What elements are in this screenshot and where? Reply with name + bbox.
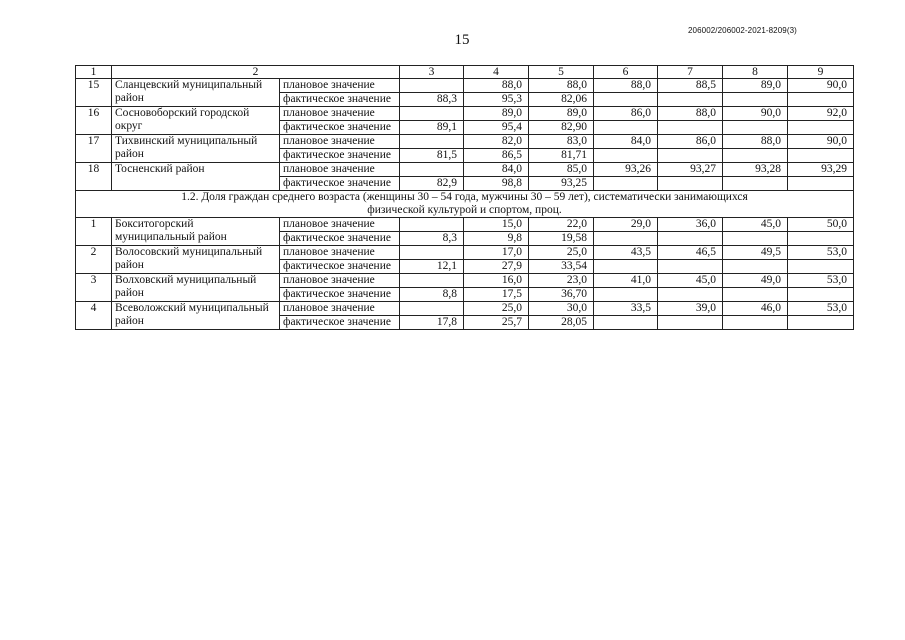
value-cell-col-9: 90,0 <box>788 79 854 93</box>
value-cell-col-3: 17,8 <box>400 316 464 330</box>
table-row <box>76 302 854 316</box>
value-cell-col-7 <box>658 232 723 246</box>
value-cell-col-9: 50,0 <box>788 218 854 232</box>
value-cell-col-6: 84,0 <box>594 135 658 149</box>
value-cell-col-3 <box>400 107 464 121</box>
value-cell-col-6 <box>594 121 658 135</box>
value-cell-col-4: 86,5 <box>464 149 529 163</box>
value-cell-col-4: 25,7 <box>464 316 529 330</box>
value-type: фактическое значение <box>280 232 400 246</box>
value-cell-col-6 <box>594 149 658 163</box>
value-cell-col-9: 53,0 <box>788 302 854 316</box>
value-cell-col-8: 46,0 <box>723 302 788 316</box>
municipality-name: Бокситогорский муниципальный район <box>112 218 280 246</box>
value-type: плановое значение <box>280 163 400 177</box>
section-title-line-1: 1.2. Доля граждан среднего возраста (женщины 30 – 54 года, мужчины 30 – 59 лет), систематически занимающихся <box>181 191 748 203</box>
value-cell-col-5: 19,58 <box>529 232 594 246</box>
row-number: 3 <box>76 274 112 302</box>
value-cell-col-8 <box>723 149 788 163</box>
value-cell-col-4: 88,0 <box>464 79 529 93</box>
value-cell-col-9 <box>788 232 854 246</box>
value-cell-col-5: 89,0 <box>529 107 594 121</box>
value-cell-col-6 <box>594 260 658 274</box>
indicators-table <box>75 65 854 330</box>
value-cell-col-3: 8,3 <box>400 232 464 246</box>
value-type: плановое значение <box>280 135 400 149</box>
section-title <box>76 191 854 218</box>
table-row <box>76 107 854 121</box>
value-cell-col-7 <box>658 288 723 302</box>
value-cell-col-8: 88,0 <box>723 135 788 149</box>
value-cell-col-7: 39,0 <box>658 302 723 316</box>
table-row <box>76 135 854 149</box>
table-row <box>76 274 854 288</box>
value-cell-col-6: 93,26 <box>594 163 658 177</box>
table-row <box>76 246 854 260</box>
value-cell-col-9 <box>788 177 854 191</box>
value-cell-col-6 <box>594 232 658 246</box>
municipality-name: Тосненский район <box>112 163 280 191</box>
value-cell-col-4: 98,8 <box>464 177 529 191</box>
value-cell-col-4: 84,0 <box>464 163 529 177</box>
value-cell-col-4: 9,8 <box>464 232 529 246</box>
value-type: плановое значение <box>280 218 400 232</box>
value-cell-col-7: 86,0 <box>658 135 723 149</box>
value-type: плановое значение <box>280 302 400 316</box>
value-cell-col-6: 41,0 <box>594 274 658 288</box>
row-number: 2 <box>76 246 112 274</box>
value-cell-col-9: 93,29 <box>788 163 854 177</box>
value-cell-col-9 <box>788 93 854 107</box>
municipality-name: Сланцевский муниципальный район <box>112 79 280 107</box>
value-cell-col-6 <box>594 93 658 107</box>
value-cell-col-7 <box>658 177 723 191</box>
value-cell-col-3: 8,8 <box>400 288 464 302</box>
section-title-line-2: физической культурой и спортом, проц. <box>367 204 562 216</box>
value-cell-col-3: 82,9 <box>400 177 464 191</box>
value-cell-col-9: 53,0 <box>788 274 854 288</box>
column-number-5: 5 <box>529 66 594 79</box>
value-type: фактическое значение <box>280 149 400 163</box>
value-cell-col-7: 88,0 <box>658 107 723 121</box>
value-cell-col-6 <box>594 316 658 330</box>
value-cell-col-5: 82,06 <box>529 93 594 107</box>
value-cell-col-9 <box>788 121 854 135</box>
document-code: 206002/206002-2021-8209(3) <box>688 26 797 35</box>
column-number-8: 8 <box>723 66 788 79</box>
value-cell-col-8 <box>723 260 788 274</box>
column-number-6: 6 <box>594 66 658 79</box>
value-type: фактическое значение <box>280 93 400 107</box>
value-type: фактическое значение <box>280 316 400 330</box>
value-type: фактическое значение <box>280 177 400 191</box>
value-cell-col-7: 88,5 <box>658 79 723 93</box>
table-row <box>76 163 854 177</box>
value-cell-col-3 <box>400 218 464 232</box>
value-cell-col-5: 22,0 <box>529 218 594 232</box>
value-cell-col-6: 33,5 <box>594 302 658 316</box>
value-cell-col-7 <box>658 93 723 107</box>
value-cell-col-6 <box>594 177 658 191</box>
value-cell-col-8: 93,28 <box>723 163 788 177</box>
value-cell-col-7: 45,0 <box>658 274 723 288</box>
municipality-name: Волосовский муниципальный район <box>112 246 280 274</box>
value-cell-col-5: 88,0 <box>529 79 594 93</box>
column-number-1: 1 <box>76 66 112 79</box>
value-type: плановое значение <box>280 246 400 260</box>
value-cell-col-7 <box>658 260 723 274</box>
value-cell-col-8: 49,5 <box>723 246 788 260</box>
value-cell-col-6: 29,0 <box>594 218 658 232</box>
row-number: 15 <box>76 79 112 107</box>
value-cell-col-8: 45,0 <box>723 218 788 232</box>
value-cell-col-5: 85,0 <box>529 163 594 177</box>
municipality-name: Тихвинский муниципальный район <box>112 135 280 163</box>
row-number: 16 <box>76 107 112 135</box>
value-cell-col-7: 93,27 <box>658 163 723 177</box>
value-cell-col-5: 82,90 <box>529 121 594 135</box>
value-cell-col-9 <box>788 149 854 163</box>
value-cell-col-3 <box>400 135 464 149</box>
value-cell-col-8: 90,0 <box>723 107 788 121</box>
value-cell-col-3 <box>400 274 464 288</box>
value-cell-col-7: 36,0 <box>658 218 723 232</box>
value-cell-col-9 <box>788 288 854 302</box>
value-cell-col-4: 95,3 <box>464 93 529 107</box>
value-cell-col-8 <box>723 288 788 302</box>
value-cell-col-6: 43,5 <box>594 246 658 260</box>
value-cell-col-8: 49,0 <box>723 274 788 288</box>
value-cell-col-3 <box>400 79 464 93</box>
value-cell-col-3: 89,1 <box>400 121 464 135</box>
value-cell-col-9: 53,0 <box>788 246 854 260</box>
value-cell-col-8 <box>723 232 788 246</box>
page-number: 15 <box>454 32 470 48</box>
row-number: 1 <box>76 218 112 246</box>
value-cell-col-3: 81,5 <box>400 149 464 163</box>
value-cell-col-6: 86,0 <box>594 107 658 121</box>
value-cell-col-5: 23,0 <box>529 274 594 288</box>
value-cell-col-5: 83,0 <box>529 135 594 149</box>
value-cell-col-6: 88,0 <box>594 79 658 93</box>
value-cell-col-4: 16,0 <box>464 274 529 288</box>
value-cell-col-7 <box>658 149 723 163</box>
value-type: плановое значение <box>280 79 400 93</box>
value-cell-col-8 <box>723 177 788 191</box>
column-number-4: 4 <box>464 66 529 79</box>
column-numbers-row <box>76 66 854 79</box>
value-cell-col-8 <box>723 121 788 135</box>
value-cell-col-4: 15,0 <box>464 218 529 232</box>
value-cell-col-4: 17,5 <box>464 288 529 302</box>
value-cell-col-4: 17,0 <box>464 246 529 260</box>
column-number-7: 7 <box>658 66 723 79</box>
value-type: фактическое значение <box>280 288 400 302</box>
value-cell-col-3 <box>400 246 464 260</box>
value-cell-col-4: 82,0 <box>464 135 529 149</box>
value-cell-col-7 <box>658 316 723 330</box>
municipality-name: Сосновоборский городской округ <box>112 107 280 135</box>
row-number: 17 <box>76 135 112 163</box>
column-number-2: 2 <box>112 66 400 79</box>
municipality-name: Всеволожский муниципальный район <box>112 302 280 330</box>
row-number: 4 <box>76 302 112 330</box>
value-cell-col-3 <box>400 302 464 316</box>
value-cell-col-5: 36,70 <box>529 288 594 302</box>
table-row <box>76 79 854 93</box>
value-type: плановое значение <box>280 107 400 121</box>
value-type: фактическое значение <box>280 260 400 274</box>
value-cell-col-5: 33,54 <box>529 260 594 274</box>
column-number-3: 3 <box>400 66 464 79</box>
value-cell-col-9 <box>788 260 854 274</box>
value-cell-col-5: 28,05 <box>529 316 594 330</box>
value-cell-col-9: 90,0 <box>788 135 854 149</box>
column-number-9: 9 <box>788 66 854 79</box>
municipality-name: Волховский муниципальный район <box>112 274 280 302</box>
value-cell-col-9: 92,0 <box>788 107 854 121</box>
value-cell-col-8: 89,0 <box>723 79 788 93</box>
section-header-row <box>76 191 854 218</box>
value-cell-col-3: 88,3 <box>400 93 464 107</box>
value-cell-col-4: 89,0 <box>464 107 529 121</box>
value-cell-col-5: 93,25 <box>529 177 594 191</box>
value-cell-col-7 <box>658 121 723 135</box>
row-number: 18 <box>76 163 112 191</box>
value-cell-col-3: 12,1 <box>400 260 464 274</box>
value-type: фактическое значение <box>280 121 400 135</box>
value-cell-col-7: 46,5 <box>658 246 723 260</box>
value-cell-col-8 <box>723 93 788 107</box>
table-row <box>76 218 854 232</box>
value-cell-col-9 <box>788 316 854 330</box>
value-cell-col-8 <box>723 316 788 330</box>
value-cell-col-6 <box>594 288 658 302</box>
value-cell-col-4: 27,9 <box>464 260 529 274</box>
value-cell-col-5: 30,0 <box>529 302 594 316</box>
value-cell-col-3 <box>400 163 464 177</box>
value-cell-col-5: 25,0 <box>529 246 594 260</box>
value-cell-col-4: 95,4 <box>464 121 529 135</box>
value-cell-col-5: 81,71 <box>529 149 594 163</box>
value-type: плановое значение <box>280 274 400 288</box>
value-cell-col-4: 25,0 <box>464 302 529 316</box>
